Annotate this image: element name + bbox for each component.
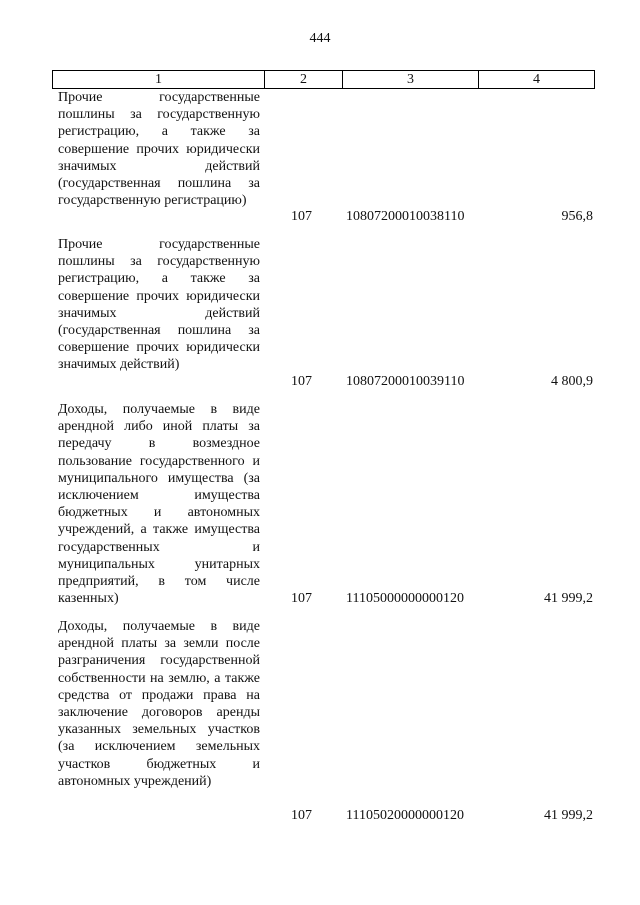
row-amount: 41 999,2 — [544, 808, 593, 823]
row-amount: 41 999,2 — [544, 591, 593, 606]
row-kbk: 10807200010038110 — [346, 209, 465, 224]
row-kbk: 10807200010039110 — [346, 374, 465, 389]
row-code: 107 — [291, 591, 312, 606]
row-description: Доходы, получаемые в виде арендной либо иной платы за передачу в возмездное пользование государственного и муниципального имущества (за исключением имущества бюджетных и автономных учреждений, а также имущества государственных и муниципальных унитарных предприятий, в том числе казенных) — [58, 402, 260, 607]
row-amount: 956,8 — [561, 209, 593, 224]
table-header — [52, 70, 595, 89]
row-code: 107 — [291, 808, 312, 823]
row-description: Прочие государственные пошлины за государственную регистрацию, а также за совершение прочих юридически значимых действий (государственная пошлина за совершение прочих юридически значимых действий) — [58, 237, 260, 373]
row-code: 107 — [291, 374, 312, 389]
row-description: Доходы, получаемые в виде арендной платы за земли после разграничения государственной собственности на землю, а также средства от продажи права на заключение договоров аренды указанных земельных участков (за исключением земельных участков бюджетных и автономных учреждений) — [58, 619, 260, 789]
header-col-2: 2 — [265, 71, 343, 88]
row-kbk: 11105000000000120 — [346, 591, 464, 606]
header-col-1: 1 — [53, 71, 265, 88]
row-amount: 4 800,9 — [551, 374, 593, 389]
row-description: Прочие государственные пошлины за государственную регистрацию, а также за совершение прочих юридически значимых действий (государственная пошлина за государственную регистрацию) — [58, 90, 260, 209]
header-col-3: 3 — [343, 71, 479, 88]
header-col-4: 4 — [533, 72, 540, 87]
row-kbk: 11105020000000120 — [346, 808, 464, 823]
row-code: 107 — [291, 209, 312, 224]
page-number: 444 — [309, 31, 331, 46]
